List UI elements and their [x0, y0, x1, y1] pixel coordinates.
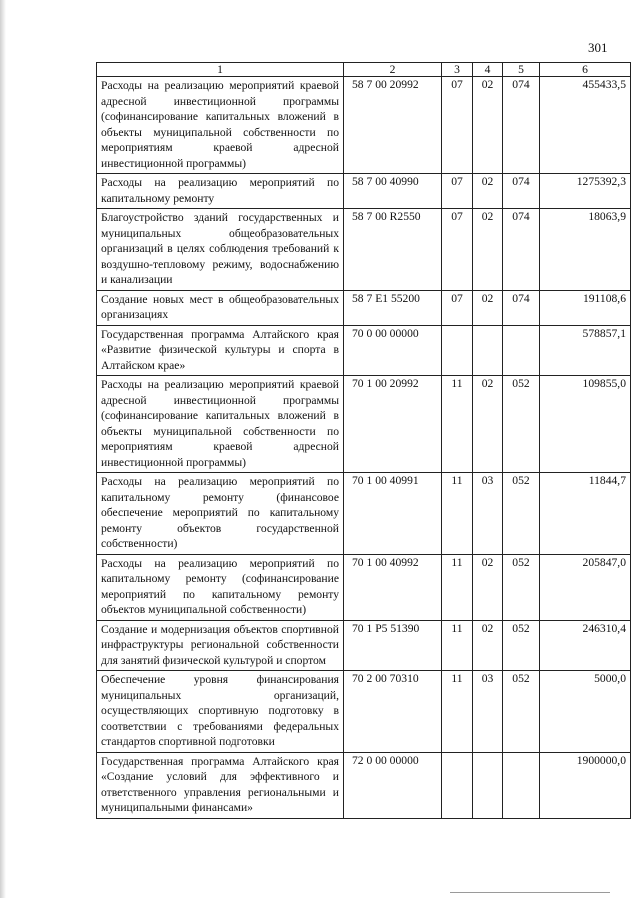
row-name: Расходы на реализацию мероприятий по капитальному ремонту [97, 174, 344, 209]
row-col5: 074 [503, 77, 540, 174]
row-code: 58 7 E1 55200 [344, 290, 442, 325]
row-col3: 07 [442, 77, 473, 174]
row-code: 70 1 00 20992 [344, 376, 442, 473]
row-amount: 1275392,3 [540, 174, 631, 209]
row-code: 70 1 P5 51390 [344, 620, 442, 671]
row-amount: 109855,0 [540, 376, 631, 473]
header-row [97, 63, 631, 77]
row-col4 [473, 752, 503, 818]
row-code: 72 0 00 00000 [344, 752, 442, 818]
row-col3: 11 [442, 554, 473, 620]
table-row [97, 473, 631, 555]
row-amount: 455433,5 [540, 77, 631, 174]
row-col5: 074 [503, 290, 540, 325]
row-col3: 11 [442, 620, 473, 671]
row-col4: 02 [473, 376, 503, 473]
row-code: 58 7 00 40990 [344, 174, 442, 209]
row-col4: 02 [473, 620, 503, 671]
row-col5: 074 [503, 174, 540, 209]
table-row [97, 77, 631, 174]
table-row [97, 290, 631, 325]
row-name: Расходы на реализацию мероприятий краевой адресной инвестиционной программы (софинансирование капитальных вложений в объекты муниципальной собственности по мероприятиям краевой адресной инвестиционной программы) [97, 376, 344, 473]
table-row [97, 752, 631, 818]
row-name: Обеспечение уровня финансирования муниципальных организаций, осуществляющих спортивную подготовку в соответствии с требованиями федеральных стандартов спортивной подготовки [97, 671, 344, 753]
row-amount: 1900000,0 [540, 752, 631, 818]
row-col5: 052 [503, 620, 540, 671]
column-header: 3 [442, 63, 473, 77]
row-col3 [442, 325, 473, 376]
table-row [97, 671, 631, 753]
row-code: 70 0 00 00000 [344, 325, 442, 376]
table-row [97, 376, 631, 473]
row-name: Государственная программа Алтайского края «Создание условий для эффективного и ответственного управления региональными и муниципальными финансами» [97, 752, 344, 818]
row-col3: 07 [442, 209, 473, 291]
table-row [97, 620, 631, 671]
row-col4: 02 [473, 209, 503, 291]
row-col5 [503, 325, 540, 376]
budget-table [96, 62, 631, 819]
row-amount: 5000,0 [540, 671, 631, 753]
row-col3: 11 [442, 473, 473, 555]
row-code: 70 2 00 70310 [344, 671, 442, 753]
scan-left-edge [0, 0, 6, 898]
row-name: Расходы на реализацию мероприятий по капитальному ремонту (софинансирование мероприятий по капитальному ремонту объектов муниципальной собственности) [97, 554, 344, 620]
row-code: 58 7 00 20992 [344, 77, 442, 174]
budget-table-container [96, 62, 631, 819]
row-code: 70 1 00 40992 [344, 554, 442, 620]
column-header: 2 [344, 63, 442, 77]
row-name: Создание и модернизация объектов спортивной инфраструктуры региональной собственности для занятий физической культурой и спортом [97, 620, 344, 671]
row-col4: 02 [473, 77, 503, 174]
table-row [97, 325, 631, 376]
row-col3: 11 [442, 376, 473, 473]
column-header: 4 [473, 63, 503, 77]
row-amount: 18063,9 [540, 209, 631, 291]
row-name: Благоустройство зданий государственных и муниципальных общеобразовательных организаций в целях соблюдения требований к воздушно-тепловому режиму, водоснабжению и канализации [97, 209, 344, 291]
row-col3: 07 [442, 174, 473, 209]
row-col3: 11 [442, 671, 473, 753]
row-col5: 052 [503, 376, 540, 473]
row-name: Создание новых мест в общеобразовательных организациях [97, 290, 344, 325]
row-amount: 246310,4 [540, 620, 631, 671]
row-col5 [503, 752, 540, 818]
row-col4: 02 [473, 290, 503, 325]
table-row [97, 209, 631, 291]
row-col4: 03 [473, 473, 503, 555]
row-col3: 07 [442, 290, 473, 325]
table-row [97, 174, 631, 209]
row-col5: 074 [503, 209, 540, 291]
page-number: 301 [588, 40, 608, 55]
row-code: 58 7 00 R2550 [344, 209, 442, 291]
row-col4: 02 [473, 174, 503, 209]
row-name: Государственная программа Алтайского края «Развитие физической культуры и спорта в Алтайском крае» [97, 325, 344, 376]
row-col4: 03 [473, 671, 503, 753]
row-amount: 191108,6 [540, 290, 631, 325]
row-col3 [442, 752, 473, 818]
row-col4: 02 [473, 554, 503, 620]
row-col4 [473, 325, 503, 376]
column-header: 6 [540, 63, 631, 77]
page-bottom-rule [450, 892, 610, 893]
row-col5: 052 [503, 671, 540, 753]
column-header: 5 [503, 63, 540, 77]
row-amount: 11844,7 [540, 473, 631, 555]
column-header: 1 [97, 63, 344, 77]
row-col5: 052 [503, 554, 540, 620]
row-col5: 052 [503, 473, 540, 555]
table-row [97, 554, 631, 620]
row-amount: 205847,0 [540, 554, 631, 620]
row-code: 70 1 00 40991 [344, 473, 442, 555]
row-amount: 578857,1 [540, 325, 631, 376]
row-name: Расходы на реализацию мероприятий краевой адресной инвестиционной программы (софинансирование капитальных вложений в объекты муниципальной собственности по мероприятиям краевой адресной инвестиционной программы) [97, 77, 344, 174]
row-name: Расходы на реализацию мероприятий по капитальному ремонту (финансовое обеспечение мероприятий по капитальному ремонту объектов государственной собственности) [97, 473, 344, 555]
